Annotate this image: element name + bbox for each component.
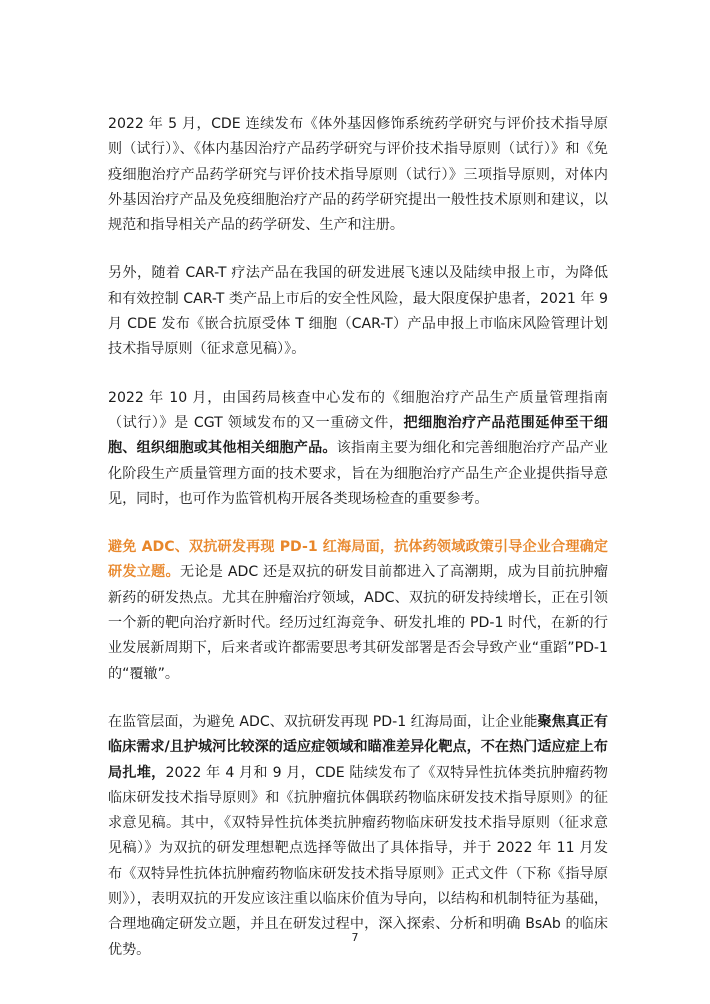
paragraph-text: 2022 年 10 月，由国药局核查中心发布的《细胞治疗产品生产质量管理指南（试行）》是 CGT 领域发布的又一重磅文件， [108, 389, 608, 431]
bold-emphasis: 聚焦真正有临床需求/且护城河比较深的适应症领域和瞄准差异化靶点，不在热门适应症上布局扎堆， [108, 713, 608, 781]
paragraph-text: 2022 年 5 月，CDE 连续发布《体外基因修饰系统药学研究与评价技术指导原则（试行）》、《体内基因治疗产品药学研究与评价技术指导原则（试行）》和《免疫细胞治疗产品药学研究与评价技术指导原则（试行）》三项指导原则，对体内外基因治疗产品及免疫细胞治疗产品的药学研究提出一般性技术原则和建议，以规范和指导相关产品的药学研发、生产和注册。 [108, 116, 608, 234]
paragraph-text: 该指南主要为细化和完善细胞治疗产品产业化阶段生产质量管理方面的技术要求，旨在为细胞治疗产品生产企业提供指导意见，同时，也可作为监管机构开展各类现场检查的重要参考。 [108, 440, 609, 507]
paragraph-car-t-risk-management [108, 261, 608, 362]
paragraph-cde-gene-therapy-guidelines [108, 112, 608, 238]
paragraph-text: 在监管层面，为避免 ADC、双抗研发再现 PD-1 红海局面，让企业能 [108, 713, 538, 730]
paragraph-adc-bispecific-policy [108, 535, 608, 687]
document-body [108, 112, 608, 986]
paragraph-regulatory-guidance [108, 710, 608, 963]
paragraph-cell-therapy-gmp-guide [108, 386, 608, 512]
bold-emphasis: 把细胞治疗产品范围延伸至干细胞、组织细胞或其他相关细胞产品。 [108, 414, 609, 457]
page-number: 7 [351, 931, 359, 944]
section-heading-highlight: 避免 ADC、双抗研发再现 PD-1 红海局面，抗体药领域政策引导企业合理确定研发立题。 [108, 539, 608, 581]
paragraph-text: 另外，随着 CAR-T 疗法产品在我国的研发进展飞速以及陆续申报上市，为降低和有效控制 CAR-T 类产品上市后的安全性风险，最大限度保护患者，2021 年 9 月 CDE 发布《嵌合抗原受体 T 细胞（CAR-T）产品申报上市临床风险管理计划技术指导原则（征求意见稿）》。 [108, 265, 608, 358]
paragraph-text: 无论是 ADC 还是双抗的研发目前都进入了高潮期，成为目前抗肿瘤新药的研发热点。尤其在肿瘤治疗领域，ADC、双抗的研发持续增长，正在引领一个新的靶向治疗新时代。经历过红海竞争、研发扎堆的 PD-1 时代，在新的行业发展新周期下，后来者或许都需要思考其研发部署是否会导致产业“重蹈”PD-1 的“覆辙”。 [108, 564, 609, 682]
paragraph-text: 2022 年 4 月和 9 月，CDE 陆续发布了《双特异性抗体类抗肿瘤药物临床研发技术指导原则》和《抗肿瘤抗体偶联药物临床研发技术指导原则》的征求意见稿。其中，《双特异性抗体类抗肿瘤药物临床研发技术指导原则（征求意见稿）》为双抗的研发理想靶点选择等做出了具体指导，并于 2022 年 11 月发布《双特异性抗体抗肿瘤药物临床研发技术指导原则》正式文件（下称《指导原则》），表明双抗的开发应该注重以临床价值为导向，以结构和机制特征为基础，合理地确定研发立题，并且在研发过程中，深入探索、分析和明确 BsAb 的临床优势。 [108, 764, 609, 958]
